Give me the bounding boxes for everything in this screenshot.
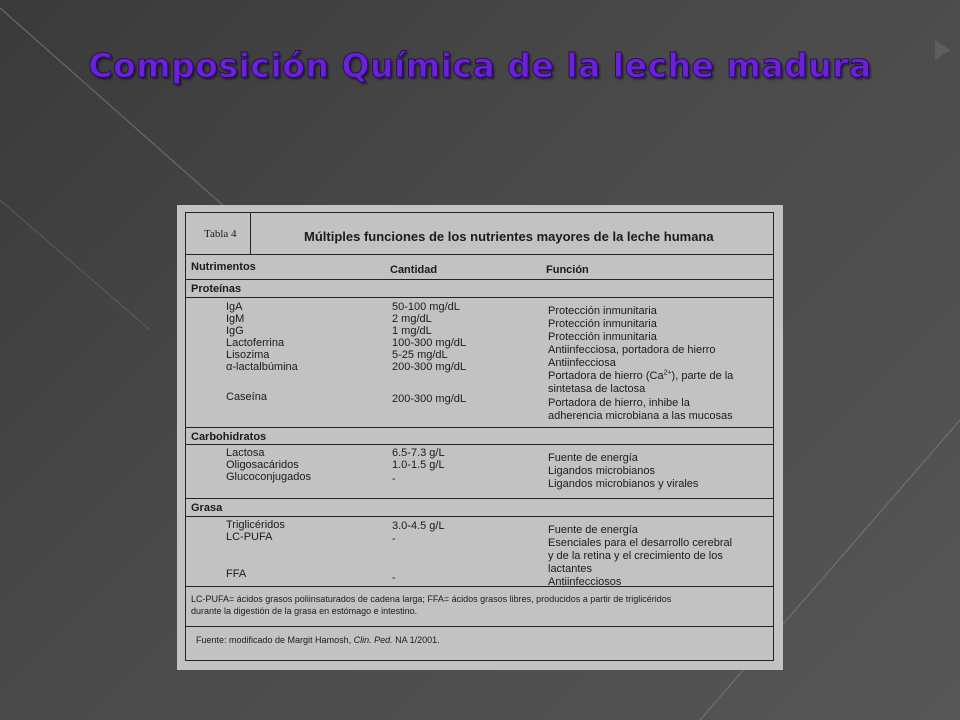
nutrient-function-line2: y de la retina y el crecimiento de los [548, 550, 723, 562]
footnote-line2: durante la digestión de la grasa en estómago e intestino. [191, 606, 418, 616]
source-citation [196, 635, 440, 646]
decor-line-2 [0, 200, 150, 330]
col-amount-header: Cantidad [390, 264, 438, 276]
table-frame [185, 212, 774, 661]
nutrient-function: Protección inmunitaria [548, 331, 657, 343]
nutrient-function: Ligandos microbianos [548, 465, 656, 477]
nutrient-name: FFA [226, 568, 247, 580]
nutrient-name: Lisozima [226, 349, 270, 361]
nutrient-amount: 3.0-4.5 g/L [392, 520, 445, 532]
source-prefix: Fuente: modificado de Margit Hamosh, [196, 635, 352, 645]
nutrient-name: Glucoconjugados [226, 471, 312, 483]
nutrient-name: Caseína [226, 391, 267, 403]
nutrient-function: Fuente de energía [548, 452, 638, 464]
nutrient-function: Antiinfecciosa, portadora de hierro [548, 344, 716, 356]
nutrient-function-line1 [548, 370, 733, 383]
nutrient-function-line2: sintetasa de lactosa [548, 383, 646, 395]
rule-before-footnote [186, 586, 773, 587]
rule-below-proteins [186, 297, 773, 298]
nutrient-amount: 2 mg/dL [392, 313, 432, 325]
function-text: ), parte de la [671, 370, 734, 382]
rule-before-source [186, 626, 773, 627]
table-heading: Múltiples funciones de los nutrientes mayores de la leche humana [304, 229, 714, 244]
rule-below-heading [186, 254, 773, 255]
nutrient-function-line2: adherencia microbiana a las mucosas [548, 410, 733, 422]
nutrient-function: Antiinfecciosos [548, 576, 622, 588]
col-nutrient-header: Nutrimentos [191, 261, 256, 273]
nutrient-name: Oligosacáridos [226, 459, 299, 471]
nutrient-function: Protección inmunitaria [548, 305, 657, 317]
nutrient-amount: - [392, 473, 396, 485]
nutrient-name: α-lactalbúmina [226, 361, 298, 373]
col-function-header: Función [546, 264, 589, 276]
slide-title: Composición Química de la leche madura [88, 46, 872, 85]
table-image [177, 205, 783, 670]
nutrient-name: LC-PUFA [226, 531, 273, 543]
nutrient-amount: 200-300 mg/dL [392, 393, 466, 405]
section-carbohydrates: Carbohidratos [191, 431, 267, 443]
nutrient-amount: 6.5-7.3 g/L [392, 447, 445, 459]
nutrient-function: Protección inmunitaria [548, 318, 657, 330]
function-superscript: 2+ [663, 369, 672, 377]
nutrient-name: Lactosa [226, 447, 265, 459]
rule-before-fat [186, 498, 773, 499]
nutrient-name: Triglicéridos [226, 519, 285, 531]
rule-below-carbs [186, 444, 773, 445]
footnote-line1: LC-PUFA= ácidos grasos poliinsaturados de cadena larga; FFA= ácidos grasos libres, producidos a partir de triglicéridos [191, 594, 672, 604]
rule-below-columns [186, 279, 773, 280]
nutrient-name: IgG [226, 325, 244, 337]
nutrient-amount: - [392, 572, 396, 584]
nutrient-amount: 1.0-1.5 g/L [392, 459, 445, 471]
source-journal: Clin. Ped. [353, 635, 393, 645]
source-suffix: NA 1/2001. [395, 635, 440, 645]
section-fat: Grasa [191, 502, 223, 514]
nutrient-amount: 50-100 mg/dL [392, 301, 460, 313]
function-text: Portadora de hierro (Ca [548, 370, 664, 382]
rule-below-fat [186, 516, 773, 517]
tag-divider [250, 213, 251, 254]
nutrient-name: Lactoferrina [226, 337, 285, 349]
nutrient-function-line1: Portadora de hierro, inhibe la [548, 397, 690, 409]
nutrient-name: IgA [226, 301, 243, 313]
nutrient-amount: - [392, 533, 396, 545]
nutrient-name: IgM [226, 313, 245, 325]
nutrient-amount: 200-300 mg/dL [392, 361, 466, 373]
nutrient-function-line1: Esenciales para el desarrollo cerebral [548, 537, 733, 549]
nutrient-function: Antiinfecciosa [548, 357, 616, 369]
nutrient-amount: 100-300 mg/dL [392, 337, 466, 349]
nutrient-function: Fuente de energía [548, 524, 638, 536]
nutrient-function-line3: lactantes [548, 563, 593, 575]
table-tag: Tabla 4 [204, 228, 237, 240]
nutrient-amount: 5-25 mg/dL [392, 349, 448, 361]
rule-before-carbs [186, 427, 773, 428]
nutrient-amount: 1 mg/dL [392, 325, 432, 337]
section-proteins: Proteínas [191, 283, 242, 295]
nutrient-function: Ligandos microbianos y virales [548, 478, 699, 490]
